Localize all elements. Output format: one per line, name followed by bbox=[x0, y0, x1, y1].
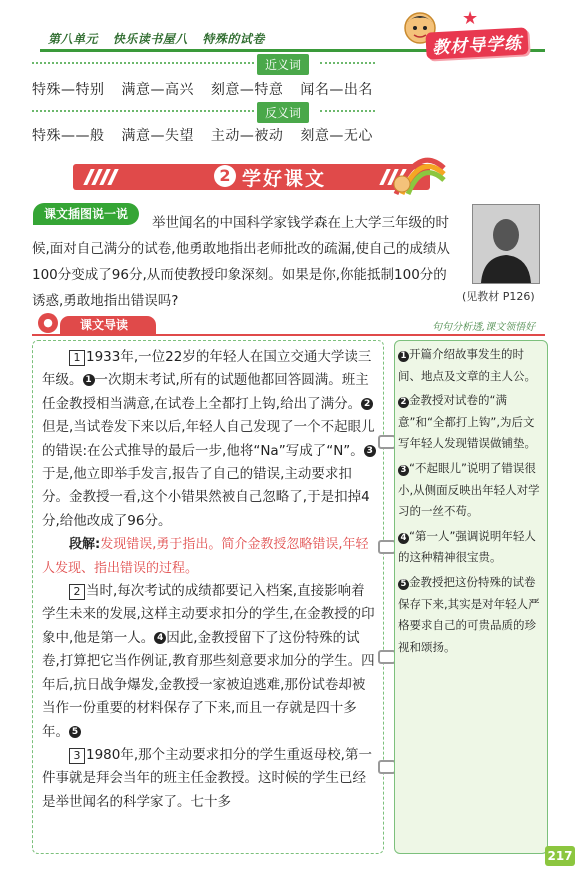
paragraph-number: 3 bbox=[69, 748, 85, 764]
antonym-tag: 反义词 bbox=[257, 102, 309, 123]
footnote-marker: 5 bbox=[69, 726, 81, 738]
paragraph bbox=[42, 744, 376, 814]
synonym-tag: 近义词 bbox=[257, 54, 309, 75]
divider-dotted bbox=[320, 62, 375, 64]
section-hint bbox=[42, 533, 376, 580]
paragraph-number: 1 bbox=[69, 350, 85, 366]
speech-bubble-icon: ● bbox=[38, 313, 58, 333]
synonym-list bbox=[32, 79, 385, 99]
page-number: 217 bbox=[545, 846, 575, 866]
annotation-item bbox=[398, 458, 544, 523]
footnote-marker: 1 bbox=[83, 374, 95, 386]
brand-logo: 教材导学练 bbox=[425, 27, 528, 59]
running-header bbox=[48, 30, 275, 47]
antonym-pair: 刻意—无心 bbox=[300, 128, 373, 144]
antonym-pair: 特殊——般 bbox=[32, 128, 105, 144]
text-segment: 一次期末考试,所有的试题他都回答圆满。班主任金教授相当满意,在试卷上全都打上钩,给出了满分。 bbox=[42, 372, 369, 412]
note-number: 4 bbox=[398, 533, 409, 544]
guide-subtitle: 句句分析透,课文领悟好 bbox=[432, 322, 536, 333]
intro-text: 举世闻名的中国科学家钱学森在上大学三年级的时候,面对自己满分的试卷,他勇敢地指出老师批改的疏漏,使自己的成绩从100分变成了96分,从而使教授印象深刻。如果是你,你能抵制100分的诱惑,勇敢地指出错误吗? bbox=[32, 215, 450, 309]
synonym-pair: 刻意—特意 bbox=[210, 82, 284, 98]
text-segment: 因此,金教授留下了这份特殊的试卷,打算把它当作例证,教育那些刻意要求加分的学生。四年后,抗日战争爆发,金教授一家被迫逃难,那份试卷却被当作一份重要的材料保存了下来,而且一存就是四十多年。 bbox=[42, 629, 375, 740]
note-number: 1 bbox=[398, 351, 409, 362]
star-icon: ★ bbox=[462, 8, 479, 29]
paragraph-number: 2 bbox=[69, 584, 85, 600]
footnote-marker: 3 bbox=[364, 445, 376, 457]
section-number: 2 bbox=[214, 165, 236, 187]
lesson-title: 特殊的试卷 bbox=[202, 32, 265, 46]
note-number: 5 bbox=[398, 579, 409, 590]
antonym-pair: 主动—被动 bbox=[210, 128, 284, 144]
text-segment: 当时,每次考试的成绩都要记入档案,直接影响着学生未来的发展,这样主动要求扣分的学生,在金教授的印象中,他是第一人。 bbox=[42, 583, 375, 646]
annotation-item bbox=[398, 526, 544, 569]
footnote-marker: 2 bbox=[361, 398, 373, 410]
unit-label: 第八单元 bbox=[48, 32, 99, 46]
paragraph bbox=[42, 346, 376, 533]
paragraph bbox=[42, 580, 376, 744]
synonym-pair: 闻名—出名 bbox=[300, 82, 373, 98]
note-number: 2 bbox=[398, 397, 409, 408]
annotation-item bbox=[398, 344, 544, 387]
footnote-marker: 4 bbox=[154, 632, 166, 644]
note-text: “第一人”强调说明年轻人的这种精神很宝贵。 bbox=[398, 528, 536, 565]
divider-dotted bbox=[320, 110, 375, 112]
hint-label: 段解: bbox=[69, 537, 101, 553]
note-text: 开篇介绍故事发生的时间、地点及文章的主人公。 bbox=[398, 347, 536, 383]
synonym-pair: 满意—高兴 bbox=[121, 82, 194, 98]
note-number: 3 bbox=[398, 465, 409, 476]
note-text: 金教授把这份特殊的试卷保存下来,其实是对年轻人严格要求自己的可贵品质的珍视和颂扬。 bbox=[398, 574, 540, 654]
reading-house-label: 快乐读书屋八 bbox=[112, 32, 188, 46]
text-segment: 于是,他立即举手发言,报告了自己的错误,主动要求扣分。金教授一看,这个小错果然被自己忽略了,于是扣掉4分,给他改成了96分。 bbox=[42, 466, 370, 529]
text-segment: 1933年,一位22岁的年轻人在国立交通大学读三年级。 bbox=[42, 349, 372, 389]
hint-text: 发现错误,勇于指出。简介金教授忽略错误,年轻人发现、指出错误的过程。 bbox=[42, 537, 369, 576]
divider-dotted bbox=[32, 110, 254, 112]
text-segment: 1980年,那个主动要求扣分的学生重返母校,第一件事就是拜会当年的班主任金教授。这时候的学生已经是举世闻名的科学家了。七十多 bbox=[42, 746, 372, 810]
divider-dotted bbox=[32, 62, 254, 64]
antonym-list bbox=[32, 125, 385, 145]
note-text: 金教授对试卷的“满意”和“全都打上钩”,为后文写年轻人发现错误做铺垫。 bbox=[398, 393, 536, 451]
text-segment: 但是,当试卷发下来以后,年轻人自己发现了一个不起眼儿的错误:在公式推导的最后一步,他将“Na”写成了“N”。 bbox=[42, 419, 375, 459]
antonym-pair: 满意—失望 bbox=[121, 128, 194, 144]
guide-tag: 课文导读 bbox=[60, 316, 156, 334]
portrait-photo bbox=[472, 204, 540, 284]
rainbow-mascot-icon bbox=[388, 148, 448, 198]
photo-caption: (见教材 P126) bbox=[462, 290, 535, 303]
synonym-pair: 特殊—特别 bbox=[32, 82, 105, 98]
annotation-list bbox=[398, 344, 544, 661]
annotation-item bbox=[398, 390, 544, 455]
lesson-text bbox=[42, 346, 376, 814]
note-text: “不起眼儿”说明了错误很小,从侧面反映出年轻人对学习的一丝不苟。 bbox=[398, 460, 540, 519]
section-title: 学好课文 bbox=[242, 168, 327, 190]
annotation-item bbox=[398, 572, 544, 658]
intro-tag: 课文插图说一说 bbox=[33, 203, 139, 225]
